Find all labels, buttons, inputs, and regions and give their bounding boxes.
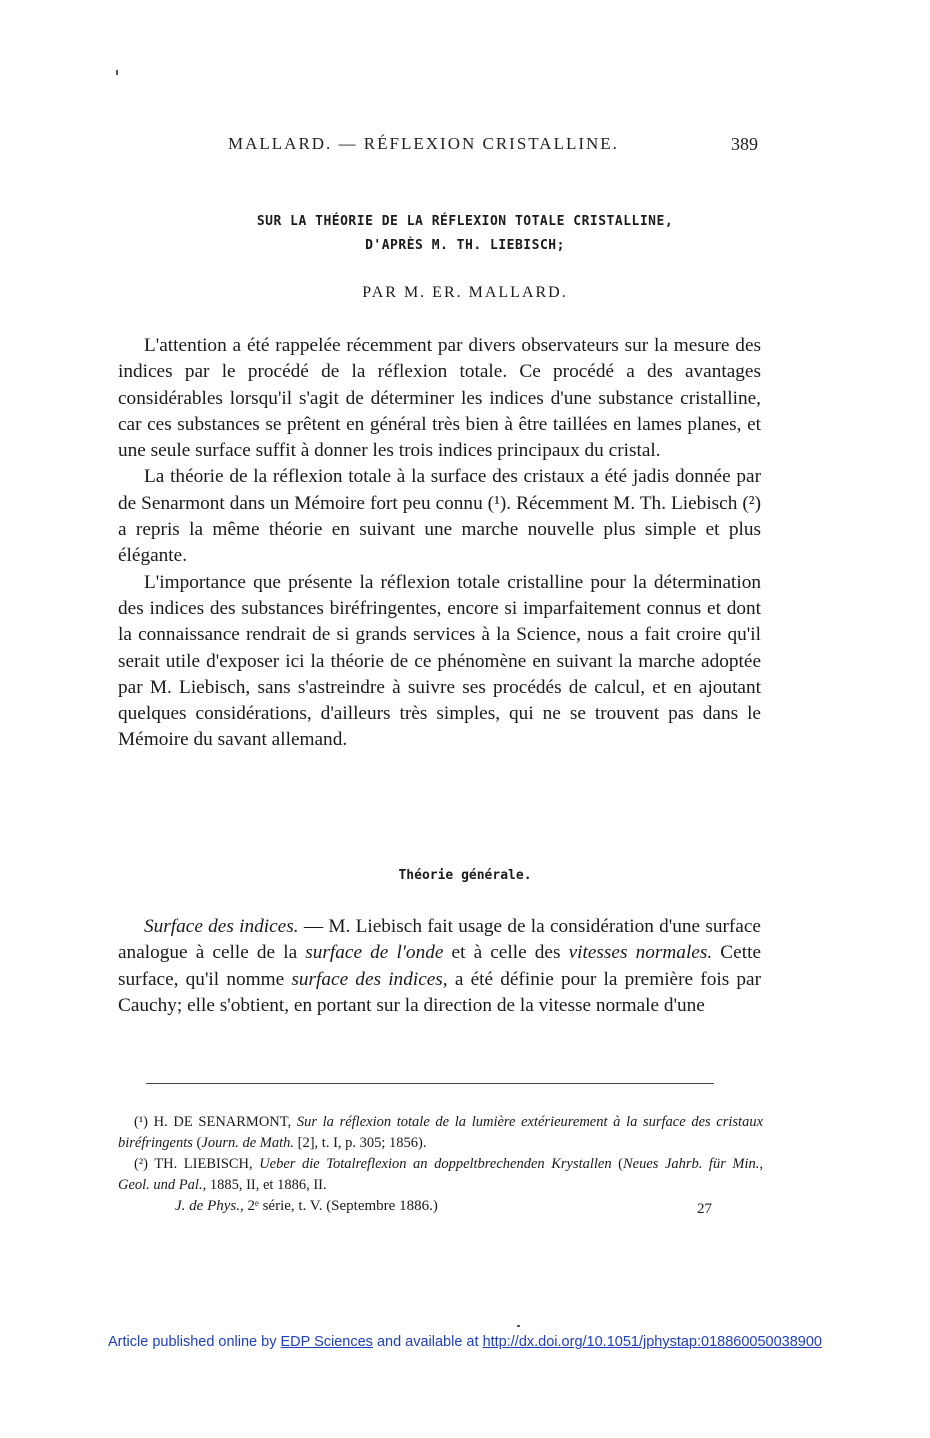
doi-link[interactable]: http://dx.doi.org/10.1051/jphystap:018860050038900 [482,1334,822,1350]
footnote-rest: , 1885, II, et 1886, II. [202,1177,327,1193]
section-paragraph [118,914,761,1019]
scan-speck [517,1325,520,1327]
footnote-journal: Neues Jahrb. für Min., Geol. und Pal. [118,1156,763,1193]
running-title: MALLARD. — RÉFLEXION CRISTALLINE. [228,134,619,153]
byline: PAR M. ER. MALLARD. [362,284,568,301]
footnote-marker: (¹) [134,1114,149,1130]
footnote-1 [118,1112,763,1154]
text-run: a été définie pour la première fois par Cauchy; elle s'obtient, en portant sur la direction de la vitesse normale d'une [118,968,762,1016]
text-run: Cette surface, qu'il nomme [118,942,761,990]
signature-journal: J. de Phys., [175,1198,244,1214]
sheet-mark: 27 [697,1201,712,1217]
scan-speck [116,70,118,75]
footnotes [118,1112,763,1196]
footnote-2 [118,1154,763,1196]
article-title-line-1: SUR LA THÉORIE DE LA RÉFLEXION TOTALE CRISTALLINE, [256,214,674,229]
intro-text [118,333,761,754]
paragraph-2: La théorie de la réflexion totale à la surface des cristaux a été jadis donnée par de Senarmont dans un Mémoire fort peu connu (¹). Récemment M. Th. Liebisch (²) a repris la même théorie en suivant une marche nouvelle plus simple et plus élégante. [118,466,761,567]
italic-term: vitesses normales. [568,942,713,964]
footnote-journal: Journ. de Math. [201,1135,295,1151]
section-heading: Théorie générale. [398,868,532,883]
footnote-title: Sur la réflexion totale de la lumière extérieurement à la surface des cristaux biréfringents [118,1114,764,1151]
footnote-paren: ( [192,1135,202,1151]
footnote-author: H. DE SENARMONT, [153,1114,292,1130]
journal-signature [175,1198,438,1215]
publisher-link[interactable]: EDP Sciences [280,1334,373,1350]
page-number: 389 [731,134,758,154]
article-title-line-2: D'APRÈS M. TH. LIEBISCH; [365,238,565,253]
italic-term: surface des indices, [291,968,448,990]
footnote-paren: ( [611,1156,623,1172]
text-run: — M. Liebisch fait usage de la considération d'une surface analogue à celle de la [118,916,761,964]
banner-prefix: Article published online by [108,1334,281,1350]
publisher-banner [0,1334,930,1350]
footnote-marker: (²) [134,1156,149,1172]
footnote-author: TH. LIEBISCH, [154,1156,253,1172]
section-text [118,914,761,1019]
italic-term: surface de l'onde [305,942,444,964]
paragraph-3: L'importance que présente la réflexion totale cristalline pour la détermination des indices des substances biréfringentes, encore si imparfaitement connus et dont la connaissance rendrait de si grands services à la Science, nous a fait croire qu'il serait utile d'exposer ici la théorie de ce phénomène en suivant la marche adoptée par M. Liebisch, sans s'astreindre à suivre ses procédés de calcul, et en ajoutant quelques considérations, d'ailleurs très simples, qui ne se trouvent pas dans le Mémoire du savant allemand. [118,571,761,751]
lead-italic: Surface des indices. [144,916,299,937]
banner-middle: and available at [372,1334,483,1350]
paragraph-1: L'attention a été rappelée récemment par divers observateurs sur la mesure des indices par le procédé de la réflexion totale. Ce procédé a des avantages considérables lorsqu'il s'agit de déterminer les indices d'une substance cristalline, car ces substances se prêtent en général très bien à être taillées en lames planes, et une seule surface suffit à donner les trois indices principaux du cristal. [118,335,761,462]
signature-rest: 2ᵉ série, t. V. (Septembre 1886.) [243,1198,438,1214]
text-run: et à celle des [443,942,569,964]
footnote-rest: [2], t. I, p. 305; 1856). [294,1135,427,1151]
footnote-rule [146,1083,714,1084]
footnote-title: Ueber die Totalreflexion an doppeltbrechenden Krystallen [259,1156,612,1172]
